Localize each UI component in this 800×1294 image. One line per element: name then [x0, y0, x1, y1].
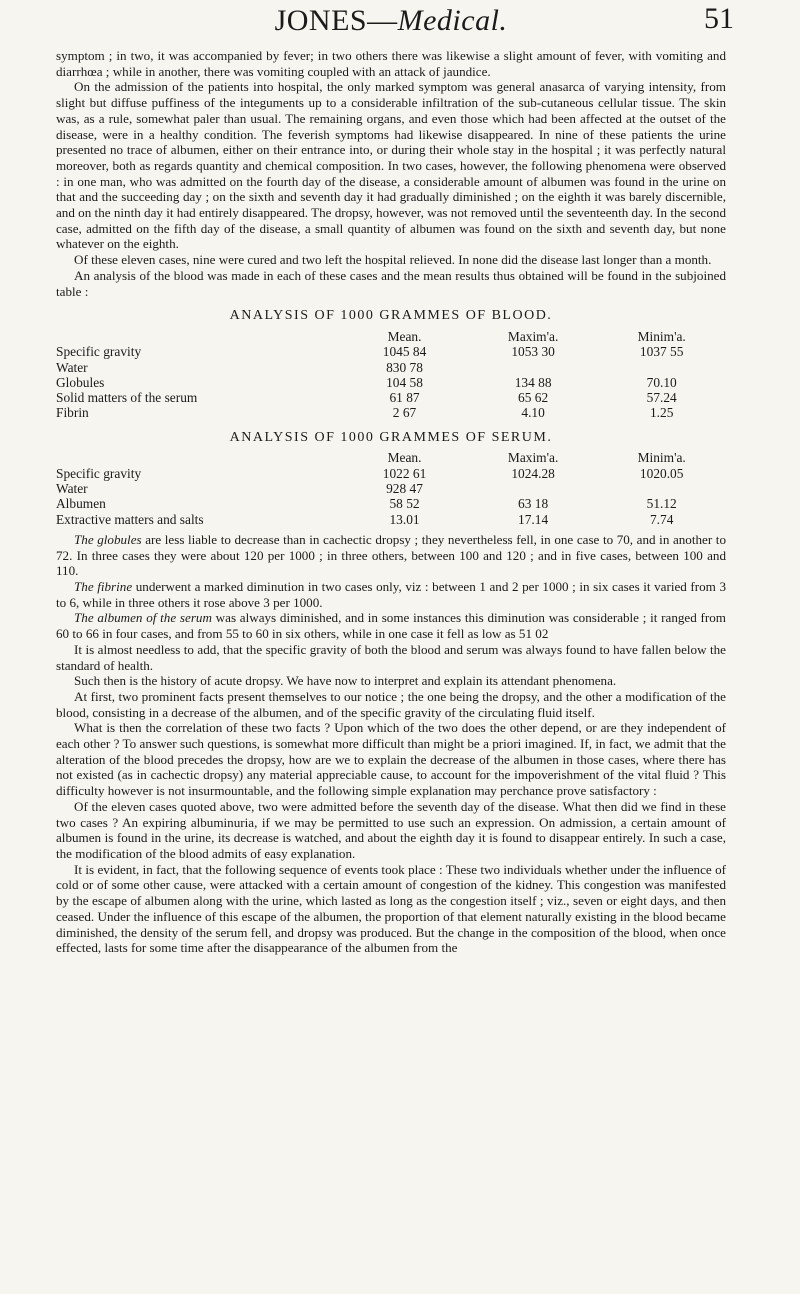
table-row — [56, 390, 726, 405]
table-header-cell — [56, 329, 340, 344]
italic-lead: The globules — [74, 531, 142, 547]
paragraph: At first, two prominent facts present themselves to our notice ; the one being the dropsy, and the other a modification of the blood, consisting in a decrease of the albumen, and of the specific gravity of the circulating fluid itself. — [56, 688, 726, 720]
paragraph-text: are less liable to decrease than in cachectic dropsy ; they nevertheless fell, in one case to 70, and in another to 72. In three cases they were about 120 per 1000 ; in three others, between 100 and 120 ; and in five cases, between 100 and 110. — [56, 531, 726, 579]
italic-lead: The fibrine — [74, 579, 133, 595]
cell-max: 17.14 — [518, 511, 549, 527]
running-head — [56, 4, 726, 38]
italic-lead: The albumen of the serum — [74, 610, 212, 626]
row-label: Water — [56, 359, 88, 375]
paragraph: symptom ; in two, it was accompanied by fever; in two others there was likewise a slight amount of fever, with vomiting and diarrhœa ; while in another, there was vomiting coupled with an attack of jaundice. — [56, 48, 726, 79]
cell-max: 1053 30 — [511, 344, 555, 360]
cell-min: 57.24 — [646, 390, 677, 406]
table-row — [56, 496, 726, 511]
serum-analysis-table — [56, 450, 726, 526]
column-mean: Mean. — [387, 450, 422, 466]
paragraph-fibrine — [56, 579, 726, 610]
row-label: Fibrin — [56, 405, 89, 421]
paragraph: It is almost needless to add, that the specific gravity of both the blood and serum was always found to have fallen below the standard of health. — [56, 641, 726, 673]
paragraph: Of the eleven cases quoted above, two were admitted before the seventh day of the disease. What then did we find in these two cases ? An expiring albuminuria, if we may be permitted to use such an expression. On admission, a certain amount of albumen is found in the urine, its decrease is watched, and about the eighth day it is found to disappear entirely. In such a case, the modification of the blood admits of easy explanation. — [56, 798, 726, 861]
paragraph-text: underwent a marked diminution in two cases only, viz : between 1 and 2 per 1000 ; in six cases it varied from 3 to 6, while in three others it rose above 3 per 1000. — [56, 579, 726, 610]
table-row — [56, 405, 726, 420]
cell-max: 1024.28 — [511, 465, 555, 481]
paragraph: An analysis of the blood was made in each of these cases and the mean results thus obtained will be found in the subjoined table : — [56, 267, 726, 299]
table-header-row — [56, 450, 726, 465]
cell-mean: 104 58 — [386, 374, 423, 390]
cell-max: 65 62 — [518, 390, 549, 406]
paragraph: It is evident, in fact, that the following sequence of events took place : These two individuals whether under the influence of cold or of some other cause, were attacked with a certain amount of congestion of the kidney. This congestion was manifested by the escape of albumen along with the urine, which lasted as long as the congestion itself ; viz., seven or eight days, and then ceased. Under the influence of this escape of the albumen, the proportion of that element naturally existing in the blood became diminished, the density of the serum fell, and dropsy was produced. But the change in the composition of the blood, when once effected, lasts for some time after the disappearance of the albumen from the — [56, 861, 726, 956]
cell-mean: 58 52 — [389, 496, 420, 512]
column-maxima: Maxim'a. — [507, 328, 559, 344]
table-row — [56, 481, 726, 496]
cell-mean: 13.01 — [389, 511, 420, 527]
cell-mean: 830 78 — [386, 359, 423, 375]
running-head-subject: Medical. — [397, 4, 508, 37]
cell-min: 51.12 — [646, 496, 677, 512]
paragraph: Such then is the history of acute dropsy. We have now to interpret and explain its attendant phenomena. — [74, 673, 617, 689]
body-text — [56, 48, 726, 956]
running-head-author: JONES— — [274, 4, 398, 37]
cell-min: 1.25 — [649, 405, 674, 421]
table-header-row — [56, 329, 726, 344]
column-mean: Mean. — [387, 328, 422, 344]
table-row — [56, 466, 726, 481]
cell-min: 70.10 — [646, 374, 677, 390]
cell-max — [469, 360, 598, 375]
paragraph: What is then the correlation of these two facts ? Upon which of the two does the other depend, or are they independent of each other ? To answer such questions, is somewhat more difficult than might be a priori imagined. If, in fact, we admit that the alteration of the blood precedes the dropsy, how are we to explain the decrease of the albumen in those cases, where there has not existed (as in cachectic dropsy) any material appreciable cause, to account for the impoverishment of the vital fluid ? This difficulty however is not insurmountable, and the following simple explanation may perchance prove satisfactory : — [56, 720, 726, 799]
cell-min — [597, 481, 726, 496]
page-header — [56, 0, 734, 48]
row-label: Extractive matters and salts — [56, 511, 204, 527]
cell-mean: 1022 61 — [382, 465, 427, 481]
table-header-cell — [56, 450, 340, 465]
cell-mean: 1045 84 — [382, 344, 427, 360]
page-number: 51 — [704, 2, 734, 35]
paragraph: On the admission of the patients into hospital, the only marked symptom was general anasarca of varying intensity, from slight but diffuse puffiness of the integuments up to a considerable infiltration of the sub-cutaneous cellular tissue. The skin was, as a rule, somewhat paler than usual. The remaining organs, and even those which had been affected at the outset of the disease, were in a healthy condition. The feverish symptoms had likewise disappeared. In nine of these patients the urine presented no trace of albumen, either on their entrance into, or during their whole stay in the hospital ; it was perfectly natural moreover, both as regards quantity and chemical composition. In two cases, however, the following phenomena were observed : in one man, who was admitted on the fourth day of the disease, a considerable amount of albumen was found in the urine on that and the succeeding day ; on the sixth and seventh day it had gradually diminished ; on the eighth it was barely discernible, and on the ninth day it had entirely disappeared. The dropsy, however, was not removed until the seventeenth day. In the second case, admitted on the fifth day of the disease, a small quantity of albumen was found on the sixth and seventh day, but none whatever on the eighth. — [56, 79, 726, 252]
column-maxima: Maxim'a. — [507, 450, 559, 466]
row-label: Albumen — [56, 496, 106, 512]
row-label: Solid matters of the serum — [56, 390, 198, 406]
cell-mean: 61 87 — [389, 390, 420, 406]
paragraph-text: was always diminished, and in some instances this diminution was considerable ; it ranged from 60 to 66 in four cases, and from 55 to 60 in six others, while in one case it fell as low as 51 02 — [56, 610, 726, 642]
serum-table-title: ANALYSIS OF 1000 GRAMMES OF SERUM. — [229, 429, 553, 445]
cell-min: 7.74 — [649, 511, 674, 527]
row-label: Specific gravity — [56, 344, 142, 360]
cell-max: 63 18 — [518, 496, 549, 512]
cell-max — [469, 481, 598, 496]
table-row — [56, 375, 726, 390]
table-row — [56, 360, 726, 375]
row-label: Water — [56, 481, 88, 497]
row-label: Specific gravity — [56, 465, 142, 481]
paragraph: Of these eleven cases, nine were cured and two left the hospital relieved. In none did the disease last longer than a month. — [74, 252, 712, 268]
blood-analysis-table — [56, 329, 726, 421]
cell-max: 4.10 — [521, 405, 545, 421]
table-row — [56, 512, 726, 527]
row-label: Globules — [56, 374, 105, 390]
cell-mean: 928 47 — [386, 481, 423, 497]
column-minima: Minim'a. — [637, 450, 686, 466]
cell-max: 134 88 — [514, 374, 552, 390]
cell-min: 1037 55 — [639, 344, 684, 360]
cell-mean: 2 67 — [392, 405, 417, 421]
cell-min — [597, 360, 726, 375]
table-row — [56, 344, 726, 359]
cell-min: 1020.05 — [639, 465, 684, 481]
blood-table-title: ANALYSIS OF 1000 GRAMMES OF BLOOD. — [229, 308, 553, 324]
paragraph-albumen — [56, 610, 726, 641]
paragraph-globules — [56, 532, 726, 579]
column-minima: Minim'a. — [637, 328, 686, 344]
